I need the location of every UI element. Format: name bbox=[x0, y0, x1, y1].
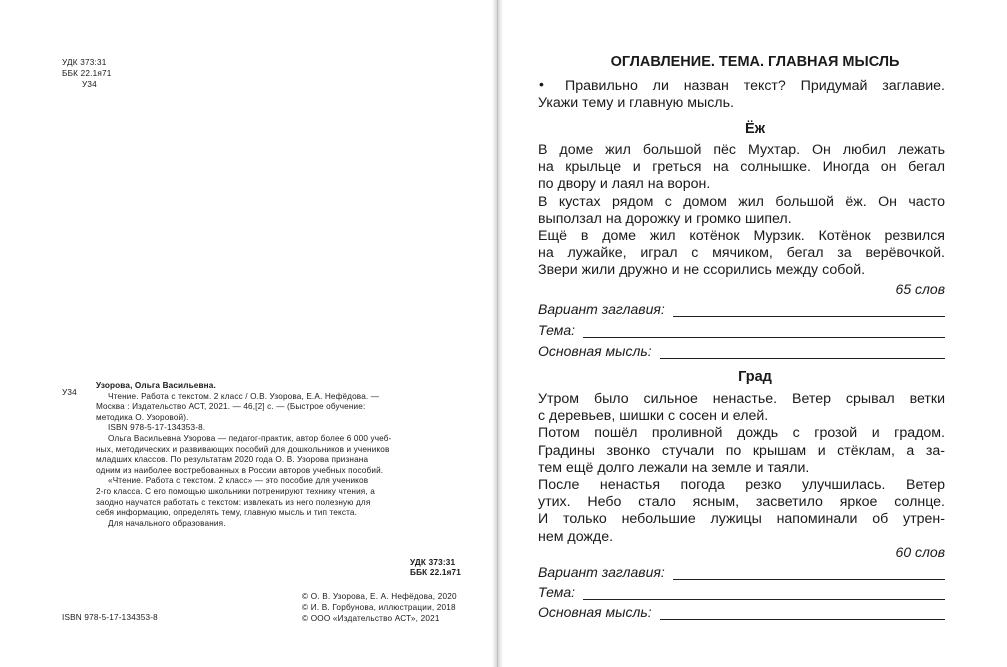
answer-line[interactable] bbox=[583, 586, 945, 600]
story-line: тем ещё долго лежали на земле и таяли. bbox=[538, 459, 810, 476]
field-label: Вариант заглавия: bbox=[538, 564, 665, 580]
udk-code-top: УДК 373:31 bbox=[62, 58, 107, 67]
field-label: Тема: bbox=[538, 584, 575, 600]
title-variant-field[interactable] bbox=[538, 564, 945, 580]
audience-note: Для начального образования. bbox=[108, 518, 226, 528]
bib-line: методика О. Узоровой). bbox=[96, 412, 189, 422]
topic-field[interactable] bbox=[538, 322, 945, 338]
field-label: Основная мысль: bbox=[538, 343, 652, 359]
annotation-line: заодно научатся работать с текстом: извлекать из него полезную для bbox=[96, 497, 371, 507]
task-line: Укажи тему и главную мысль. bbox=[538, 95, 734, 111]
story-line: на лужайке, играл с мячиком, бегал за верёвочкой. bbox=[538, 245, 945, 262]
title-variant-field[interactable] bbox=[538, 301, 945, 317]
story-line: Потом пошёл проливной дождь с грозой и градом. bbox=[538, 425, 945, 442]
story-title-hedgehog: Ёж bbox=[745, 121, 765, 137]
answer-line[interactable] bbox=[660, 345, 945, 359]
page-title: ОГЛАВЛЕНИЕ. ТЕМА. ГЛАВНАЯ МЫСЛЬ bbox=[610, 54, 900, 70]
word-count: 60 слов bbox=[895, 544, 945, 560]
story-line: Утром было сильное ненастье. Ветер срывал ветки bbox=[538, 391, 945, 407]
task-instruction bbox=[565, 78, 945, 95]
topic-field[interactable] bbox=[538, 584, 945, 600]
annotation-line: «Чтение. Работа с текстом. 2 класс» — это пособие для учеников bbox=[108, 476, 369, 486]
answer-line[interactable] bbox=[673, 566, 945, 580]
story-title-hail: Град bbox=[738, 369, 772, 385]
field-label: Основная мысль: bbox=[538, 604, 652, 620]
copyright-line: © И. В. Горбунова, иллюстрации, 2018 bbox=[302, 603, 456, 612]
story-line: Ещё в доме жил котёнок Мурзик. Котёнок резвился bbox=[538, 228, 945, 245]
story-line: Звери жили дружно и не ссорились между собой. bbox=[538, 262, 866, 279]
annotation-line: одним из наиболее востребованных в России авторов учебных пособий. bbox=[96, 465, 384, 475]
bib-line: Москва : Издательство АСТ, 2021. — 46,[2] с. — (Быстрое обучение: bbox=[96, 402, 366, 412]
story-line: После ненастья погода резко улучшилась. Ветер bbox=[538, 477, 945, 494]
copyright-line: © О. В. Узорова, Е. А. Нефёдова, 2020 bbox=[302, 592, 457, 601]
annotation-line: Ольга Васильевна Узорова — педагог-практик, автор более 6 000 учеб- bbox=[108, 433, 392, 443]
answer-line[interactable] bbox=[673, 303, 945, 317]
story-line: по двору и лаял на ворон. bbox=[538, 176, 711, 193]
udk-code-bottom: УДК 373:31 bbox=[410, 558, 456, 567]
annotation-line: себя информацию, определять тему, главную мысль и тип текста. bbox=[96, 508, 358, 518]
answer-line[interactable] bbox=[583, 324, 945, 338]
field-label: Тема: bbox=[538, 322, 575, 338]
left-page bbox=[0, 0, 492, 667]
annotation-line: ных, методических и развивающих пособий для дошкольников и учеников bbox=[96, 444, 390, 454]
annotation-line: младших классов. По результатам 2020 года О. В. Узорова признана bbox=[96, 455, 369, 465]
bullet-icon: • bbox=[539, 76, 544, 92]
story-line: с деревьев, шишки с сосен и елей. bbox=[538, 408, 769, 425]
book-spine bbox=[492, 0, 503, 667]
story-line: нем дожде. bbox=[538, 528, 614, 545]
task-line: Правильно ли назван текст? Придумай заглавие. bbox=[565, 78, 945, 94]
field-label: Вариант заглавия: bbox=[538, 301, 665, 317]
story-line: на крыльце и греться на солнышке. Иногда он бегал bbox=[538, 159, 945, 176]
story-text-hedgehog bbox=[538, 142, 945, 280]
story-line: Градины звонко стучали по крышам и стёклам, а за- bbox=[538, 442, 945, 459]
story-line: выползал на дорожку и громко шипел. bbox=[538, 210, 792, 227]
story-line: утих. Небо стало ясным, засветило яркое солнце. bbox=[538, 494, 945, 511]
task-instruction-cont bbox=[538, 95, 945, 112]
annotation-line: 2-го класса. С его помощью школьники потренируют технику чтения, а bbox=[96, 486, 375, 496]
bbk-code-bottom: ББК 22.1я71 bbox=[410, 568, 462, 577]
right-page bbox=[503, 0, 1007, 667]
isbn-line: ISBN 978-5-17-134353-8. bbox=[108, 423, 206, 433]
word-count: 65 слов bbox=[895, 281, 945, 297]
main-idea-field[interactable] bbox=[538, 343, 945, 359]
story-line: В доме жил большой пёс Мухтар. Он любил лежать bbox=[538, 142, 945, 158]
catalog-code: У34 bbox=[62, 388, 77, 397]
bibliographic-record bbox=[96, 381, 468, 529]
isbn-bottom: ISBN 978-5-17-134353-8 bbox=[62, 613, 158, 622]
author-name: Узорова, Ольга Васильевна. bbox=[96, 381, 216, 390]
story-text-hail bbox=[538, 391, 945, 546]
author-mark-top: У34 bbox=[82, 80, 97, 89]
answer-line[interactable] bbox=[660, 606, 945, 620]
story-line: В кустах рядом с домом жил большой ёж. Он часто bbox=[538, 193, 945, 210]
bbk-code-top: ББК 22.1я71 bbox=[62, 69, 112, 78]
copyright-line: © ООО «Издательство АСТ», 2021 bbox=[302, 614, 440, 623]
story-line: И только небольшие лужицы напоминали об утрен- bbox=[538, 511, 945, 528]
main-idea-field[interactable] bbox=[538, 604, 945, 620]
bib-line: Чтение. Работа с текстом. 2 класс / О.В. Узорова, Е.А. Нефёдова. — bbox=[108, 391, 380, 401]
